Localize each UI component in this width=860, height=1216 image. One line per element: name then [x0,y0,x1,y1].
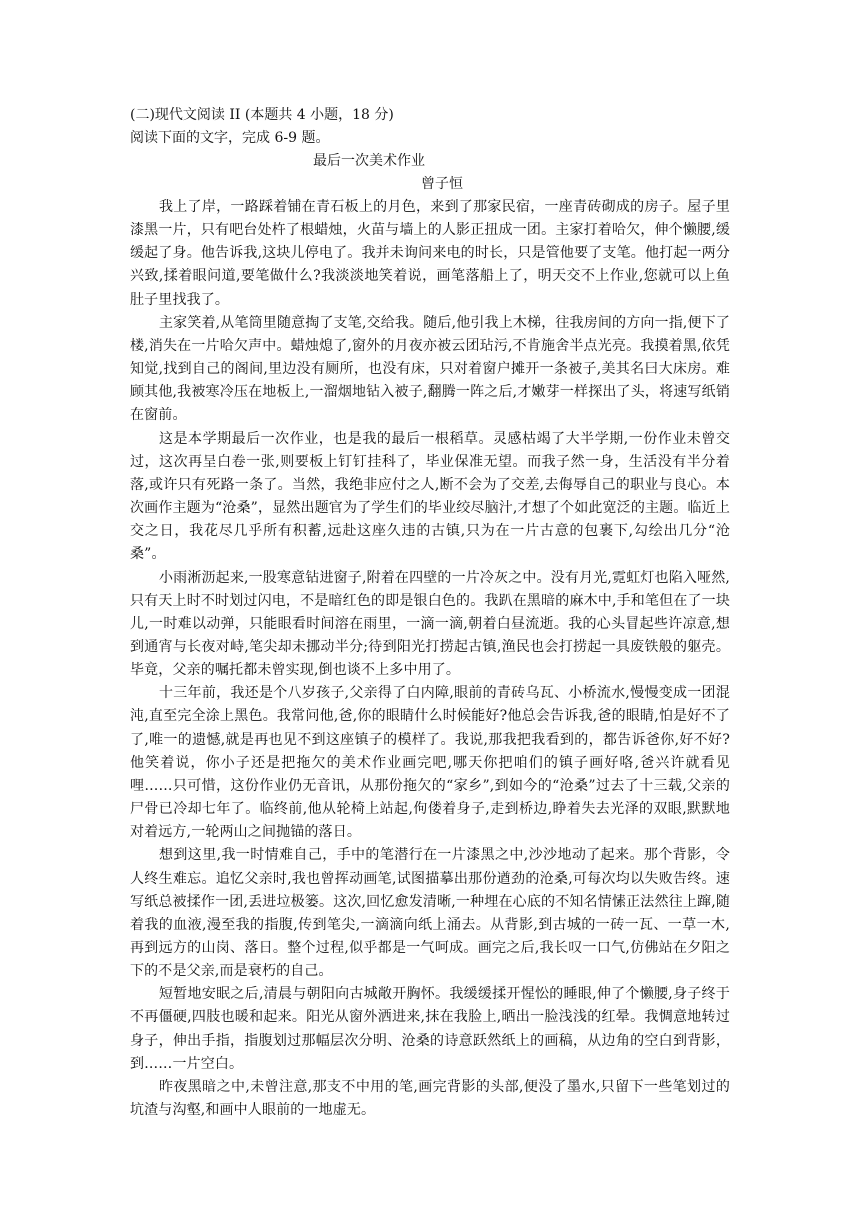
instruction: 阅读下面的文字，完成 6-9 题。 [130,130,330,146]
article-title: 最后一次美术作业 [313,153,425,169]
paragraph-3: 这是本学期最后一次作业，也是我的最后一根稻草。灵感枯竭了大半学期,一份作业未曾交过，这次再呈白卷一张,则要板上钉钉挂科了，毕业保准无望。而我子然一身，生活没有半分着落,或许只有死路一条了。当然，我绝非应付之人,断不会为了交差,去侮辱自己的职业与良心。本次画作主题为“沧桑”，显然出题官为了学生们的毕业绞尽脑汁,才想了个如此宽泛的主题。临近上交之日，我花尽几乎所有积蓄,远赴这座久违的古镇,只为在一片古意的包裹下,勾绘出几分“沧桑”。 [130,430,730,563]
paragraph-7: 短暂地安眠之后,清晨与朝阳向古城敞开胸怀。我缓缓揉开惺忪的睡眼,伸了个懒腰,身子终于不再僵硬,四肢也暖和起来。阳光从窗外洒进来,抹在我脸上,晒出一脸浅浅的红晕。我惆意地转过身子，伸出手指，指腹划过那幅层次分明、沧桑的诗意跃然纸上的画稿，从边角的空白到背影，到……一片空白。 [130,986,730,1072]
paragraph-2: 主家笑着,从笔筒里随意掏了支笔,交给我。随后,他引我上木梯，往我房间的方向一指,便下了楼,消失在一片哈欠声中。蜡烛熄了,窗外的月夜亦被云团玷污,不肯施舍半点光亮。我摸着黑,依凭知觉,找到自己的阁间,里边没有厕所，也没有床，只对着窗户摊开一条被子,美其名曰大床房。难顾其他,我被寒冷压在地板上,一溜烟地钻入被子,翻腾一阵之后,才嫩芽一样探出了头，将速写纸销在窗前。 [130,314,730,424]
article-author: 曾子恒 [421,176,463,192]
paragraph-4: 小雨淅沥起来,一股寒意钻进窗子,附着在四壁的一片冷灰之中。没有月光,霓虹灯也陷入哑然,只有天上时不时划过闪电，不是暗红色的即是银白色的。我趴在黑暗的麻木中,手和笔但在了一块儿,一时难以动弹，只能眼看时间溶在雨里，一滴一滴,朝着白昼流逝。我的心头冒起些许凉意,想到通宵与长夜对峙,笔尖却未挪动半分;待到阳光打捞起古镇,渔民也会打捞起一具废铁般的躯壳。毕竟，父亲的嘱托都未曾实现,倒也谈不上多中用了。 [130,569,730,679]
paragraph-8: 昨夜黑暗之中,未曾注意,那支不中用的笔,画完背影的头部,便没了墨水,只留下一些笔划过的坑渣与沟壑,和画中人眼前的一地虚无。 [130,1078,730,1119]
paragraph-5: 十三年前，我还是个八岁孩子,父亲得了白内障,眼前的青砖乌瓦、小桥流水,慢慢变成一团混沌,直至完全涂上黑色。我常问他,爸,你的眼睛什么时候能好?他总会告诉我,爸的眼睛,怕是好不了了,唯一的遗憾,就是再也见不到这座镇子的模样了。我说,那我把我看到的，都告诉爸你,好不好?他笑着说，你小子还是把拖欠的美术作业画完吧,哪天你把咱们的镇子画好咯,爸兴许就看见哩……只可惜，这份作业仍无音讯，从那份拖欠的“家乡”,到如今的“沧桑”过去了十三载,父亲的尸骨已冷却七年了。临终前,他从轮椅上站起,佝偻着身子,走到桥边,睁着失去光泽的双眼,默默地对着远方,一轮两山之间抛锚的落日。 [130,685,730,841]
paragraph-6: 想到这里,我一时情难自己，手中的笔潜行在一片漆黑之中,沙沙地动了起来。那个背影，令人终生难忘。追忆父亲时,我也曾挥动画笔,试图描摹出那份遒劲的沧桑,可每次均以失败告终。速写纸总被揉作一团,丢进垃极篓。这次,回忆愈发清晰,一种埋在心底的不知名情愫正法然往上蹿,随着我的血液,漫至我的指腹,传到笔尖,一滴滴向纸上涌去。从背影,到古城的一砖一瓦、一草一木,再到远方的山岗、落日。整个过程,似乎都是一气呵成。画完之后,我长叹一口气,仿佛站在夕阳之下的不是父亲,而是衰朽的自己。 [130,847,730,980]
paragraph-1: 我上了岸，一路踩着铺在青石板上的月色，来到了那家民宿，一座青砖砌成的房子。屋子里漆黑一片，只有吧台处杵了根蜡烛，火苗与墙上的人影正扭成一团。主家打着哈欠，伸个懒腰,缓缓起了身。他告诉我,这块儿停电了。我并未询问来电的时长，只是管他要了支笔。他打起一两分兴致,揉着眼问道,要笔做什么?我淡淡地笑着说，画笔落船上了，明天交不上作业,您就可以上鱼肚子里找我了。 [130,199,730,308]
section-header: (二)现代文阅读 II (本题共 4 小题，18 分) [130,107,394,123]
document-page [130,104,730,1122]
